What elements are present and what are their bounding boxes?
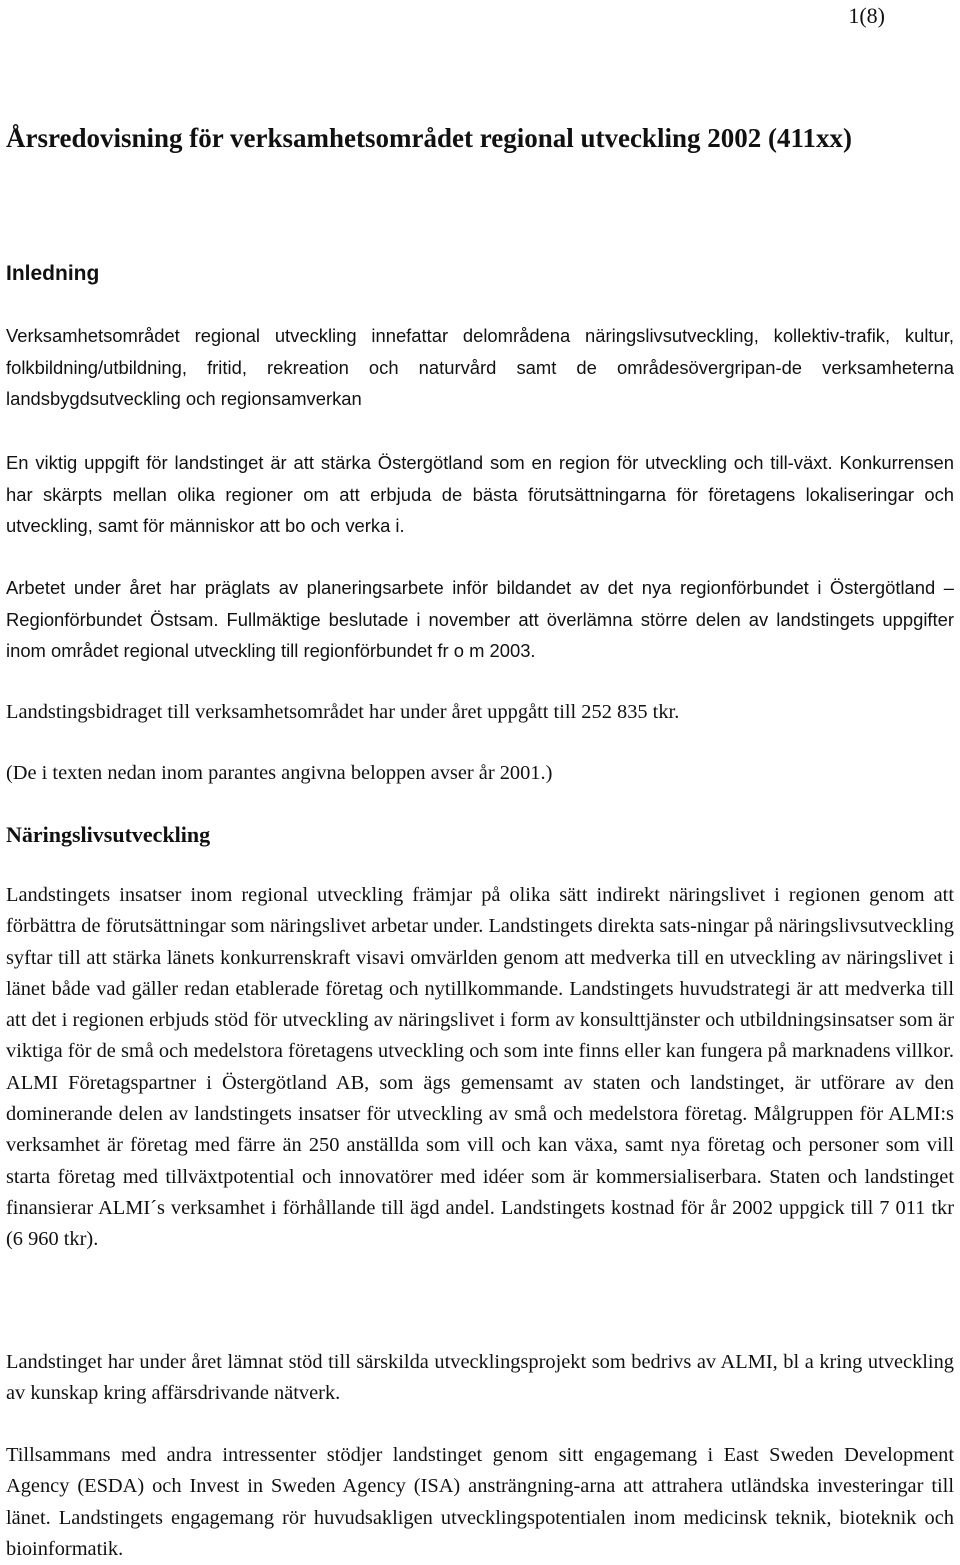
paragraph-naringsliv-3: Tillsammans med andra intressenter stödjer landstinget genom sitt engagemang i East Sweden Development Agency (ESDA) och Invest in Sweden Agency (ISA) ansträngning-arna att attrahera utländska investeringar till länet. Landstingets engagemang rör huvudsakligen utvecklingspotentialen inom medicinsk teknik, bioteknik och bioinformatik. [6, 1444, 954, 1560]
section-heading-inledning: Inledning [6, 262, 100, 285]
page-number: 1(8) [848, 3, 885, 28]
paragraph-inledning-5: (De i texten nedan inom parantes angivna beloppen avser år 2001.) [6, 762, 553, 784]
paragraph-inledning-2: En viktig uppgift för landstinget är att stärka Östergötland som en region för utveckling och till-växt. Konkurrensen har skärpts mellan olika regioner om att erbjuda de bästa förutsättningarna för företagens lokaliseringar och utveckling, samt för människor att bo och verka i. [6, 452, 954, 536]
paragraph-naringsliv-2: Landstinget har under året lämnat stöd till särskilda utvecklingsprojekt som bedrivs av ALMI, bl a kring utveckling av kunskap kring affärsdrivande nätverk. [6, 1351, 954, 1405]
paragraph-inledning-1: Verksamhetsområdet regional utveckling innefattar delområdena näringslivsutveckling, kollektiv-trafik, kultur, folkbildning/utbildning, fritid, rekreation och naturvård samt de områdesövergripan-de verksamheterna landsbygdsutveckling och regionsamverkan [6, 325, 954, 409]
paragraph-naringsliv-1: Landstingets insatser inom regional utveckling främjar på olika sätt indirekt näringslivet i regionen genom att förbättra de förutsättningar som näringslivet arbetar under. Landstingets direkta sats-ningar på näringslivsutveckling syftar till att stärka länets konkurrenskraft visavi omvärlden genom att medverka till en utveckling av näringslivet i länet både vad gäller redan etablerade företag och nytillkommande. Landstingets huvudstrategi är att medverka till att det i regionen erbjuds stöd för utveckling av näringslivet i form av konsulttjänster och utbildningsinsatser som är viktiga för de små och medelstora företagens utveckling och som inte finns eller kan fungera på marknadens villkor. ALMI Företagspartner i Östergötland AB, som ägs gemensamt av staten och landstinget, är utförare av den dominerande delen av landstingets insatser för utveckling av små och medelstora företag. Målgruppen för ALMI:s verksamhet är företag med färre än 250 anställda som vill och kan växa, samt nya företag och personer som vill starta företag med tillväxtpotential och innovatörer med idéer som är kommersialiserbara. Staten och landstinget finansierar ALMI´s verksamhet i förhållande till ägd andel. Landstingets kostnad för år 2002 uppgick till 7 011 tkr (6 960 tkr). [6, 884, 954, 1251]
paragraph-inledning-4: Landstingsbidraget till verksamhetsområdet har under året uppgått till 252 835 tkr. [6, 701, 680, 723]
section-heading-naringslivsutveckling: Näringslivsutveckling [6, 822, 211, 847]
paragraph-inledning-3: Arbetet under året har präglats av planeringsarbete inför bildandet av det nya regionförbundet i Östergötland – Regionförbundet Östsam. Fullmäktige beslutade i november att överlämna större delen av landstingets uppgifter inom området regional utveckling till regionförbundet fr o m 2003. [6, 577, 954, 661]
document-title: Årsredovisning för verksamhetsområdet regional utveckling 2002 (411xx) [6, 123, 852, 153]
